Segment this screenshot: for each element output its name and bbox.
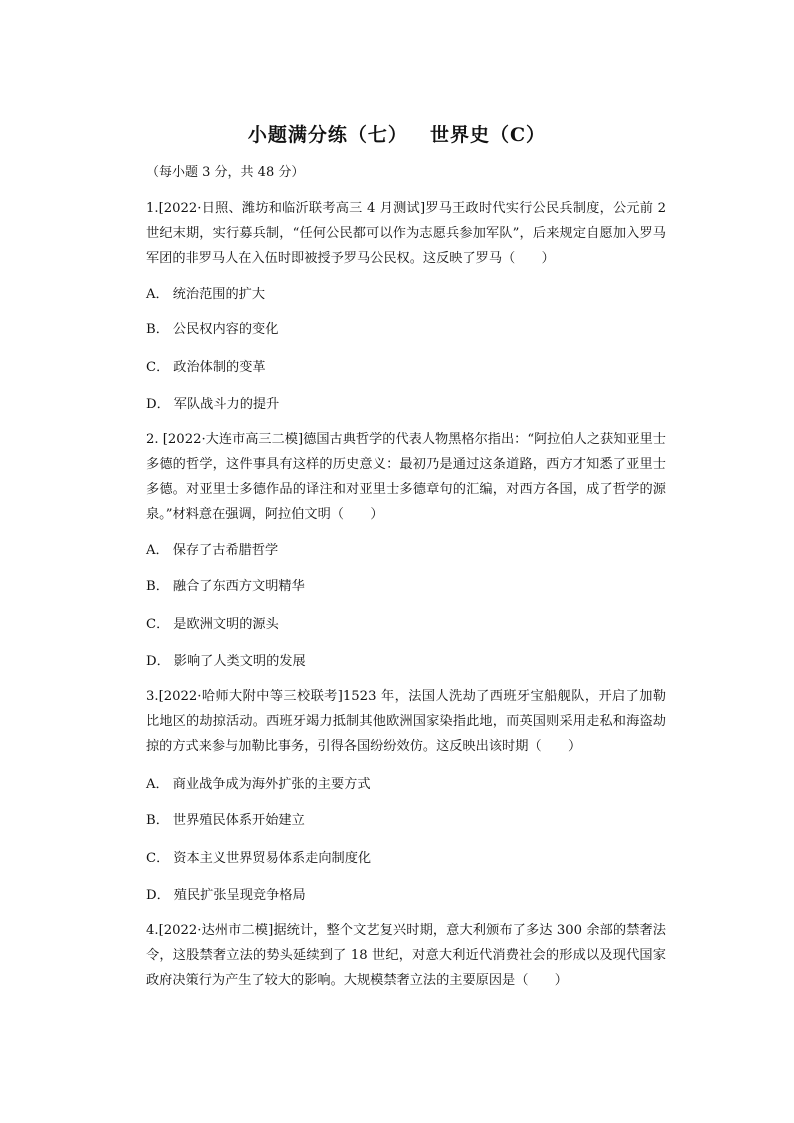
question-4-stem: 4.[2022·达州市二模]据统计，整个文艺复兴时期，意大利颁布了多达 300 余部的禁奢法令，这股禁奢立法的势头延续到了 18 世纪，对意大利近代消费社会的形成以及现代国家政府决策行为产生了较大的影响。大规模禁奢立法的主要原因是（ ） (146, 923, 666, 988)
option-letter: A． (146, 777, 169, 792)
question-1-option-b[interactable] (146, 320, 278, 340)
question-1-option-c[interactable] (146, 358, 266, 378)
title-right: 世界史（C） (429, 124, 547, 146)
option-text: 公民权内容的变化 (172, 322, 279, 337)
option-letter: C． (146, 617, 170, 632)
question-2-option-c[interactable] (146, 615, 279, 635)
option-text: 政治体制的变革 (173, 360, 266, 375)
option-text: 统治范围的扩大 (172, 287, 266, 302)
question-3-option-a[interactable] (146, 775, 371, 795)
option-letter: B． (146, 322, 169, 337)
option-letter: C． (146, 851, 170, 866)
option-letter: B． (146, 813, 169, 828)
option-letter: D． (146, 397, 170, 412)
option-text: 影响了人类文明的发展 (173, 654, 306, 669)
title-left: 小题满分练（七） (247, 124, 408, 146)
option-letter: A． (146, 543, 169, 558)
option-text: 商业战争成为海外扩张的主要方式 (172, 777, 371, 792)
question-1-stem: 1.[2022·日照、潍坊和临沂联考高三 4 月测试]罗马王政时代实行公民兵制度，公元前 2 世纪末期，实行募兵制，“任何公民都可以作为志愿兵参加军队”，后来规定自愿加入罗马军团的非罗马人在入伍时即被授予罗马公民权。这反映了罗马（ ） (146, 201, 666, 266)
question-3-option-d[interactable] (146, 886, 306, 906)
question-1-option-a[interactable] (146, 285, 265, 305)
option-letter: D． (146, 888, 170, 903)
score-note: （每小题 3 分，共 48 分） (146, 165, 305, 180)
question-3-option-b[interactable] (146, 811, 305, 831)
question-2-option-b[interactable] (146, 577, 305, 597)
option-letter: B． (146, 579, 169, 594)
question-1-option-d[interactable] (146, 395, 279, 415)
option-letter: D． (146, 654, 170, 669)
question-2-stem: 2. [2022·大连市高三二模]德国古典哲学的代表人物黑格尔指出：“阿拉伯人之获知亚里士多德的哲学，这件事具有这样的历史意义：最初乃是通过这条道路，西方才知悉了亚里士多德。对亚里士多德作品的译注和对亚里士多德章句的汇编，对西方各国，成了哲学的源泉。”材料意在强调，阿拉伯文明（ ） (146, 432, 666, 522)
option-text: 殖民扩张呈现竞争格局 (173, 888, 306, 903)
option-text: 融合了东西方文明精华 (172, 579, 305, 594)
option-text: 保存了古希腊哲学 (172, 543, 279, 558)
option-letter: A． (146, 287, 169, 302)
page-title (0, 120, 794, 147)
question-3-stem: 3.[2022·哈师大附中等三校联考]1523 年，法国人洗劫了西班牙宝船舰队，开启了加勒比地区的劫掠活动。西班牙竭力抵制其他欧洲国家染指此地，而英国则采用走私和海盗劫掠的方式来参与加勒比事务，引得各国纷纷效仿。这反映出该时期（ ） (146, 689, 666, 754)
question-3-option-c[interactable] (146, 849, 371, 869)
option-text: 是欧洲文明的源头 (173, 617, 279, 632)
question-2-option-a[interactable] (146, 541, 278, 561)
option-text: 资本主义世界贸易体系走向制度化 (173, 851, 372, 866)
question-2-option-d[interactable] (146, 652, 306, 672)
option-text: 世界殖民体系开始建立 (172, 813, 305, 828)
option-letter: C． (146, 360, 170, 375)
option-text: 军队战斗力的提升 (173, 397, 280, 412)
